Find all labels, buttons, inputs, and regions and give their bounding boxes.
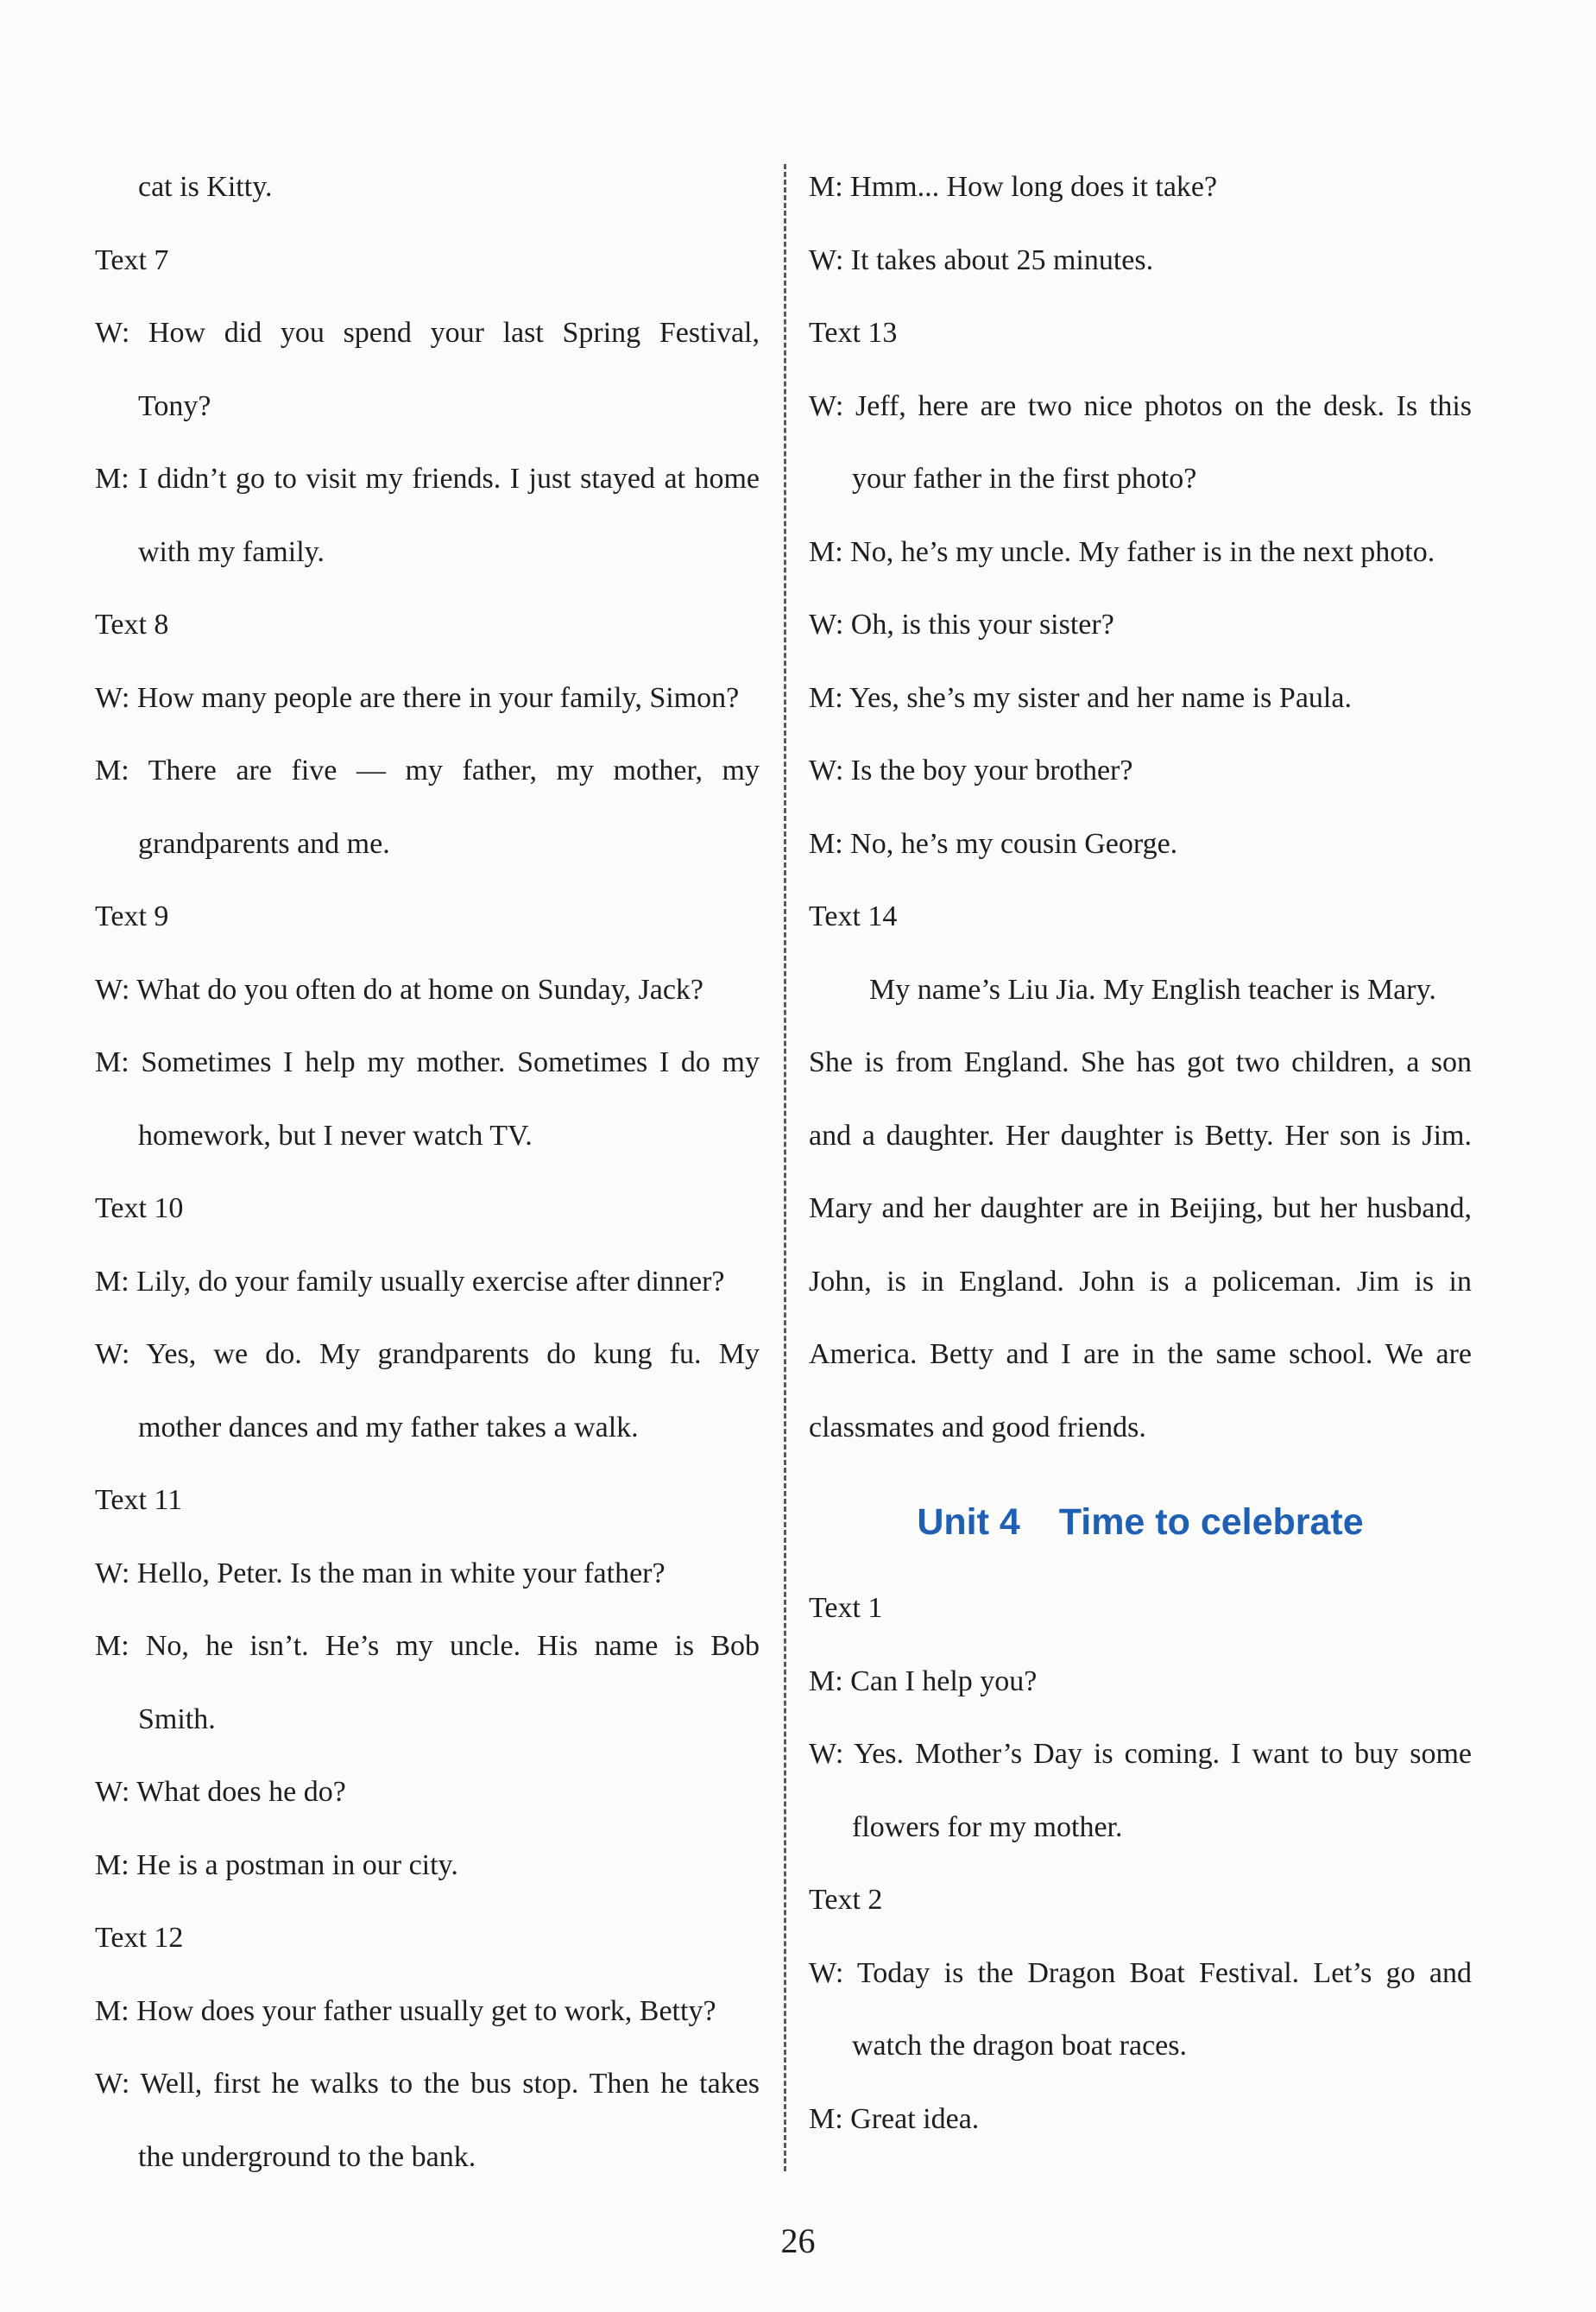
right-column	[809, 151, 1472, 2156]
transcript-line: M: There are five — my father, my mother, my	[95, 755, 760, 786]
transcript-line: W: How did you spend your last Spring Festival,	[95, 317, 760, 349]
transcript-line: She is from England. She has got two children, a son	[809, 1046, 1472, 1078]
transcript-line: Mary and her daughter are in Beijing, but her husband,	[809, 1192, 1472, 1224]
transcript-line: M: Hmm... How long does it take?	[809, 171, 1218, 203]
transcript-line: M: How does your father usually get to work, Betty?	[95, 1994, 716, 2027]
text-section-label: Text 13	[809, 317, 898, 349]
transcript-line: classmates and good friends.	[809, 1411, 1146, 1443]
text-section-label: Text 11	[95, 1484, 183, 1516]
transcript-line: Smith.	[138, 1702, 216, 1735]
text-section-label: Text 1	[809, 1592, 883, 1624]
transcript-line: with my family.	[138, 535, 325, 568]
transcript-line: M: Sometimes I help my mother. Sometimes I do my	[95, 1046, 760, 1078]
transcript-line: M: No, he’s my cousin George.	[809, 827, 1178, 860]
transcript-line: My name’s Liu Jia. My English teacher is Mary.	[869, 973, 1436, 1006]
transcript-line: Tony?	[138, 389, 211, 422]
transcript-line: W: Today is the Dragon Boat Festival. Let’s go and	[809, 1956, 1472, 1989]
text-section-label: Text 14	[809, 900, 898, 932]
right-column-unit4-transcripts	[809, 1572, 1472, 2156]
transcript-line: W: How many people are there in your family, Simon?	[95, 681, 740, 714]
text-section-label: Text 8	[95, 609, 169, 641]
transcript-line: M: He is a postman in our city.	[95, 1848, 458, 1881]
text-section-label: Text 9	[95, 900, 169, 932]
unit-number: Unit 4	[917, 1501, 1020, 1543]
transcript-line: homework, but I never watch TV.	[138, 1119, 533, 1152]
text-section-label: Text 10	[95, 1192, 184, 1224]
transcript-line: W: Well, first he walks to the bus stop. Then he takes	[95, 2068, 760, 2100]
transcript-line: your father in the first photo?	[852, 463, 1197, 495]
transcript-line: M: No, he’s my uncle. My father is in the next photo.	[809, 535, 1435, 568]
text-section-label: Text 7	[95, 243, 169, 276]
transcript-line: flowers for my mother.	[852, 1810, 1123, 1843]
transcript-line: W: Yes. Mother’s Day is coming. I want to buy some	[809, 1738, 1472, 1770]
right-column-transcripts	[809, 151, 1472, 1464]
transcript-line: and a daughter. Her daughter is Betty. Her son is Jim.	[809, 1119, 1472, 1152]
transcript-line: M: No, he isn’t. He’s my uncle. His name is Bob	[95, 1630, 760, 1662]
transcript-line: W: What do you often do at home on Sunday, Jack?	[95, 973, 704, 1006]
transcript-line: M: I didn’t go to visit my friends. I just stayed at home	[95, 463, 760, 495]
transcript-line: watch the dragon boat races.	[852, 2030, 1187, 2062]
transcript-line: America. Betty and I are in the same school. We are	[809, 1338, 1472, 1370]
transcript-line: W: Is the boy your brother?	[809, 755, 1133, 786]
transcript-line: M: Can I help you?	[809, 1665, 1038, 1697]
transcript-line: W: Oh, is this your sister?	[809, 609, 1114, 641]
transcript-line: grandparents and me.	[138, 827, 390, 860]
left-column	[95, 151, 760, 2194]
transcript-line: W: What does he do?	[95, 1776, 346, 1808]
transcript-line: W: It takes about 25 minutes.	[809, 243, 1154, 276]
transcript-line: M: Lily, do your family usually exercise after dinner?	[95, 1265, 725, 1298]
transcript-line: W: Hello, Peter. Is the man in white your father?	[95, 1557, 666, 1589]
transcript-line: W: Yes, we do. My grandparents do kung fu. My	[95, 1338, 760, 1370]
transcript-line: cat is Kitty.	[138, 171, 273, 203]
unit-heading	[809, 1464, 1472, 1572]
transcript-line: W: Jeff, here are two nice photos on the desk. Is this	[809, 389, 1472, 422]
transcript-line: the underground to the bank.	[138, 2140, 476, 2173]
page-number: 26	[780, 2221, 816, 2260]
column-divider	[784, 164, 786, 2171]
transcript-line: John, is in England. John is a policeman. Jim is in	[809, 1265, 1472, 1298]
transcript-line: M: Yes, she’s my sister and her name is Paula.	[809, 681, 1352, 714]
transcript-line: M: Great idea.	[809, 2102, 980, 2135]
text-section-label: Text 12	[95, 1922, 184, 1954]
transcript-line: mother dances and my father takes a walk.	[138, 1411, 639, 1443]
text-section-label: Text 2	[809, 1884, 883, 1916]
unit-title: Time to celebrate	[1058, 1501, 1364, 1543]
